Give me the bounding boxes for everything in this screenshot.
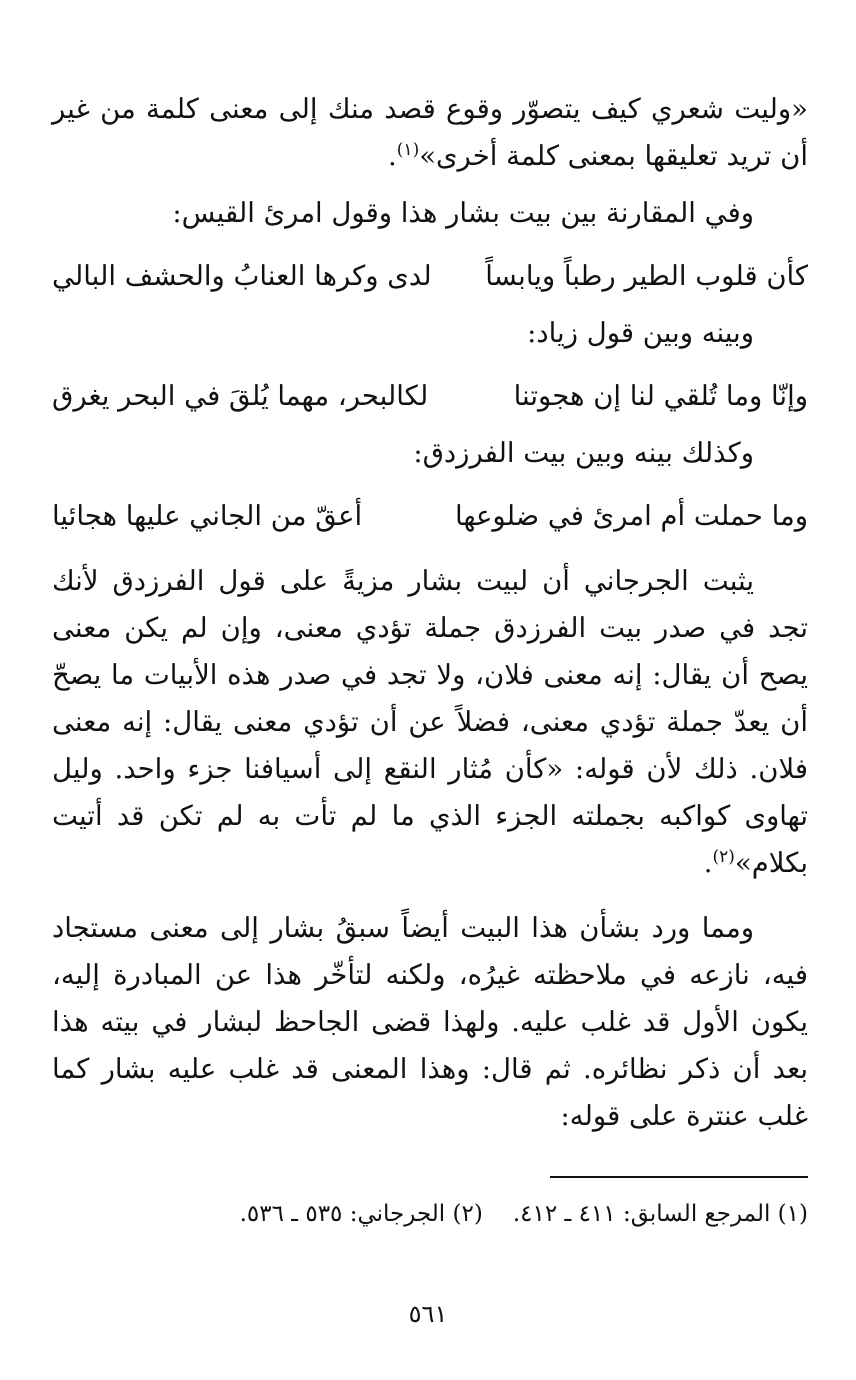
paragraph-ziyad-intro: وبينه وبين قول زياد:	[527, 317, 754, 349]
quote-end: .	[388, 140, 397, 172]
footnotes	[52, 1194, 808, 1234]
verse-first-hemistich: كأن قلوب الطير رطباً ويابساً	[485, 260, 808, 292]
page-body	[52, 86, 808, 1346]
footnote-divider	[550, 1176, 808, 1178]
paragraph-jurjani-analysis	[52, 558, 808, 887]
analysis-text: يثبت الجرجاني أن لبيت بشار مزيةً على قول الفرزدق لأنك تجد في صدر بيت الفرزدق جملة تؤدي معنى، وإن لم يكن معنى يصح أن يقال: إنه معنى فلان، ولا تجد في صدر هذه الأبيات ما يصحّ أن يعدّ جملة تؤدي معنى، فضلاً عن أن تؤدي معنى يقال: إنه معنى فلان. ذلك لأن قوله: «كأن مُثار النقع إلى أسيافنا جزء واحد. وليل تهاوى كواكبه بجملته الجزء الذي ما لم تأت به لم تكن قد أتيت بكلام»	[52, 565, 808, 879]
verse-first-hemistich: وإنّا وما تُلقي لنا إن هجوتنا	[513, 380, 808, 412]
paragraph-jahiz: ومما ورد بشأن هذا البيت أيضاً سبقُ بشار إلى معنى مستجاد فيه، نازعه في ملاحظته غيرُه، ولكنه لتأخّر هذا عن المبادرة إليه، يكون الأول قد غلب عليه. ولهذا قضى الجاحظ لبشار في بيته هذا بعد أن ذكر نظائره. ثم قال: وهذا المعنى قد غلب عليه بشار كما غلب عنترة على قوله:	[52, 912, 808, 1132]
paragraph-farazdaq-intro: وكذلك بينه وبين بيت الفرزدق:	[413, 437, 754, 469]
paragraph-quote-jurjani	[52, 86, 808, 180]
footnote-1: (١) المرجع السابق: ٤١١ ـ ٤١٢.	[512, 1201, 808, 1227]
analysis-end: .	[703, 847, 713, 879]
verse-imru-al-qays	[52, 253, 808, 300]
footnote-marker-2: (٢)	[712, 846, 735, 867]
paragraph-imru-intro: وفي المقارنة بين بيت بشار هذا وقول امرئ القيس:	[172, 197, 754, 229]
verse-first-hemistich: وما حملت أم امرئ في ضلوعها	[454, 500, 808, 532]
footnote-2: (٢) الجرجاني: ٥٣٥ ـ ٥٣٦.	[239, 1201, 483, 1227]
verse-farazdaq	[52, 493, 808, 540]
footnote-marker-1: (١)	[396, 139, 420, 160]
verse-second-hemistich: أعقّ من الجاني عليها هجائيا	[52, 500, 363, 532]
quote-text: «وليت شعري كيف يتصوّر وقوع قصد منك إلى معنى كلمة من غير أن تريد تعليقها بمعنى كلمة أخرى»	[52, 93, 808, 172]
verse-ziyad	[52, 373, 808, 420]
verse-second-hemistich: لدى وكرها العنابُ والحشف البالي	[52, 260, 432, 292]
page-number: ٥٦١	[408, 1300, 448, 1328]
verse-second-hemistich: لكالبحر، مهما يُلقَ في البحر يغرق	[52, 380, 429, 412]
